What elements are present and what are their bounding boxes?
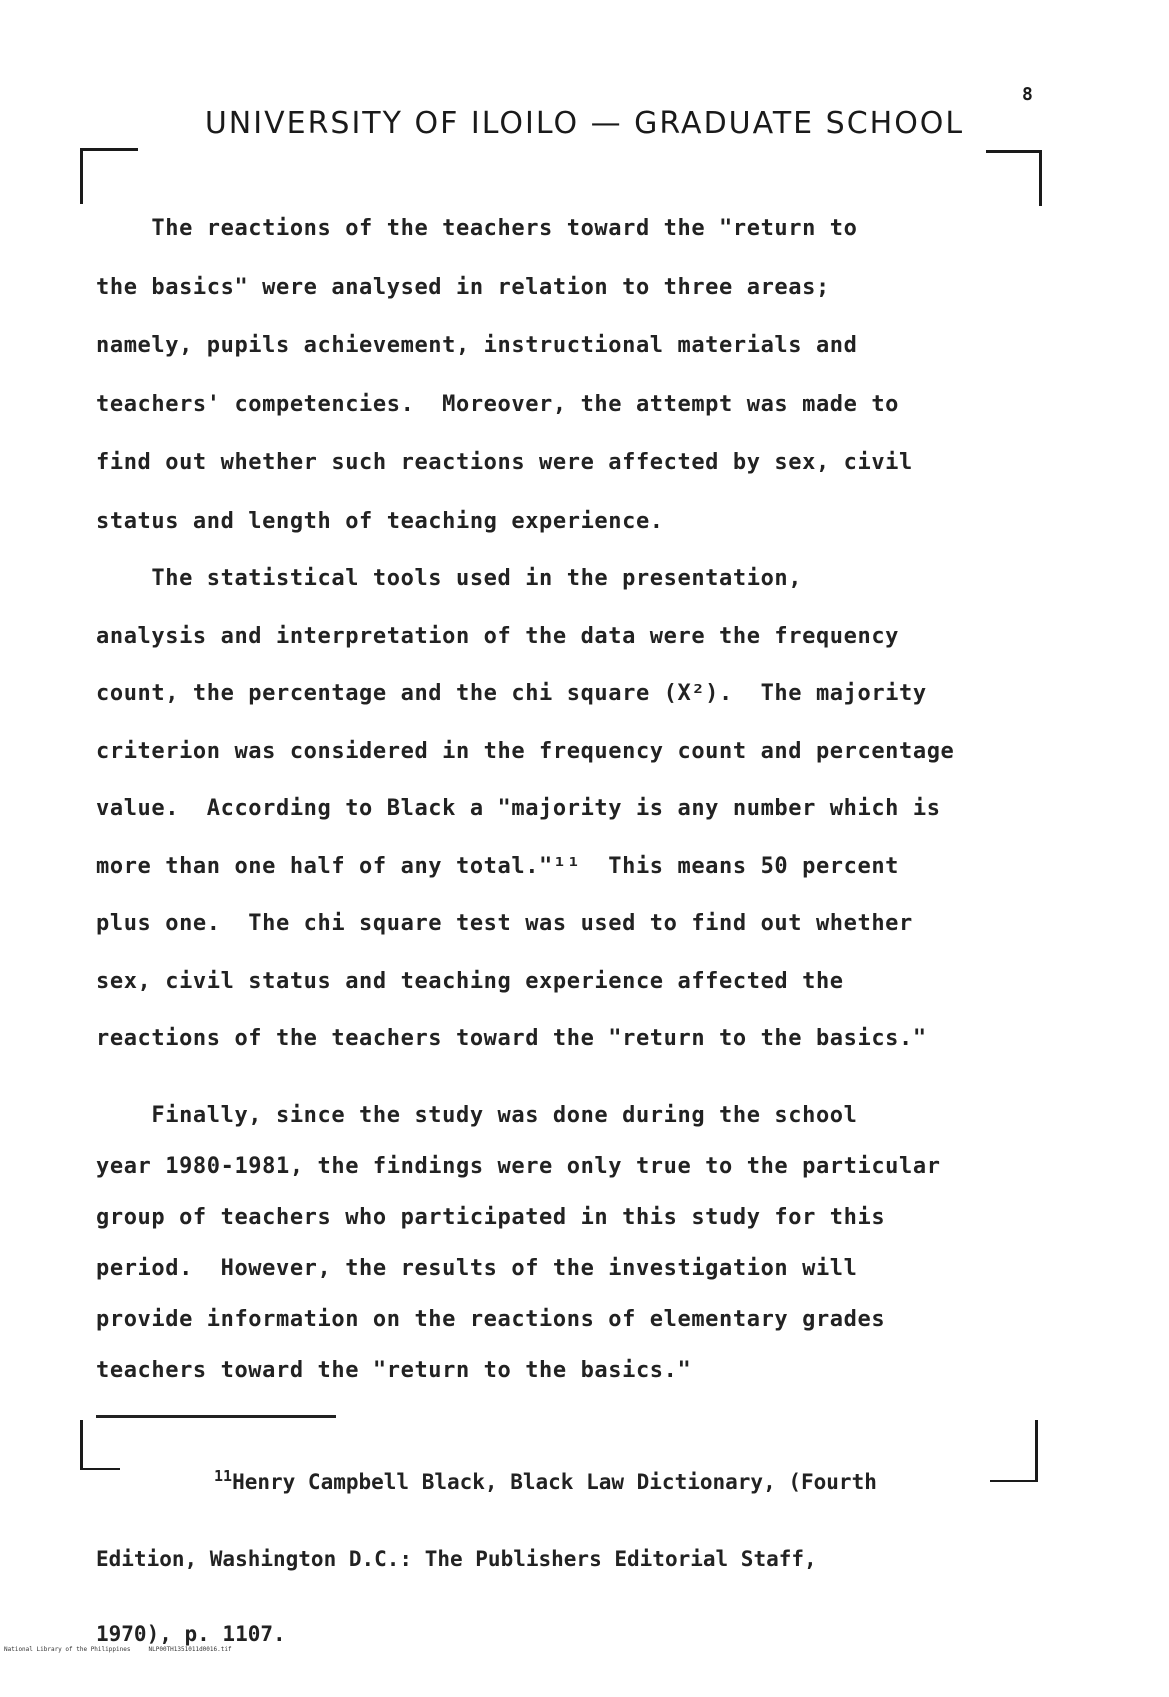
footnote-right-bracket-bottom [990,1480,1038,1482]
footnote-citation-line-3: 1970), p. 1107. [96,1622,286,1646]
page-header: UNIVERSITY OF ILOILO — GRADUATE SCHOOL [204,106,965,141]
footnote-right-bracket [1035,1420,1038,1482]
footnote-left-bracket [80,1420,83,1470]
left-bracket-vertical-rule [80,148,83,204]
archive-source: National Library of the Philippines [4,1646,131,1653]
paragraph-limitations: Finally, since the study was done during the school year 1980-1981, the findings were only true to the particular group of teachers who participated in this study for this period. However, the results of the investigation will provide information on the reactions of elementary grades teachers toward the "return to the basics." [96,1103,941,1383]
page-number: 8 [1022,84,1033,105]
footnote-separator [96,1415,336,1418]
paragraph-statistical-tools: The statistical tools used in the presentation, analysis and interpretation of the data were the frequency count, the percentage and the chi square (X²). The majority criterion was considered in the frequency count and percentage value. According to Black a "majority is any number which is more than one half of any total."¹¹ This means 50 percent plus one. The chi square test was used to find out whether sex, civil status and teaching experience affected the reactions of the teachers toward the "return to the basics." [96,566,955,1051]
archive-note [4,1646,232,1653]
right-bracket-top-rule [986,150,1042,153]
left-bracket-top-rule [80,148,138,151]
footnote-citation-line-2: Edition, Washington D.C.: The Publishers Editorial Staff, [96,1547,817,1571]
archive-filename: NLP00TH1351011d0016.tif [148,1646,232,1653]
footnote-citation-line-1: Henry Campbell Black, Black Law Dictionary, (Fourth [232,1470,877,1494]
footnote-number: 11 [214,1467,233,1485]
paragraph-reactions: The reactions of the teachers toward the "return to the basics" were analysed in relation to three areas; namely, pupils achievement, instructional materials and teachers' competencies. Moreover, the attempt was made to find out whether such reactions were affected by sex, civil status and length of teaching experience. [96,216,913,534]
right-bracket-vertical-rule [1039,150,1042,206]
footnote-line-1 [96,1467,877,1497]
footnote [96,1420,877,1697]
